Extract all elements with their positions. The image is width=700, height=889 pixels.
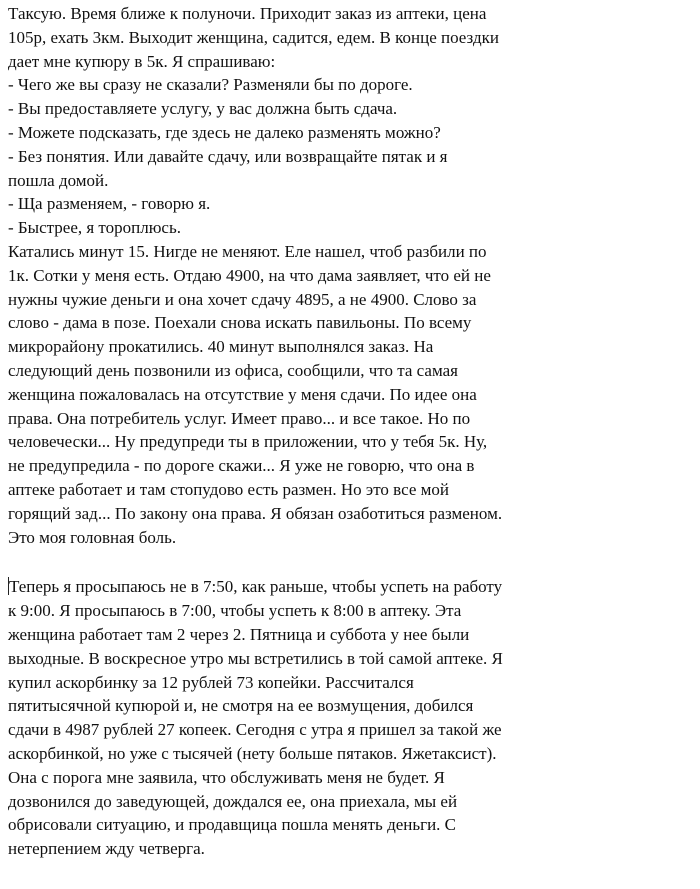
text-line: женщина пожаловалась на отсутствие у меня сдачи. По идее она bbox=[8, 384, 477, 404]
text-line: выходные. В воскресное утро мы встретились в той самой аптеке. Я bbox=[8, 648, 503, 668]
text-line: нужны чужие деньги и она хочет сдачу 4895, а не 4900. Слово за bbox=[8, 289, 477, 309]
text-line: женщина работает там 2 через 2. Пятница и суббота у нее были bbox=[8, 624, 470, 644]
text-line: купил аскорбинку за 12 рублей 73 копейки. Рассчитался bbox=[8, 672, 414, 692]
text-line: права. Она потребитель услуг. Имеет право... и все такое. Но по bbox=[8, 408, 471, 428]
paragraph-1 bbox=[8, 2, 696, 549]
text-line-content: Теперь я просыпаюсь не в 7:50, как раньше, чтобы успеть на работу bbox=[9, 577, 503, 597]
text-line: Таксую. Время ближе к полуночи. Приходит заказ из аптеки, цена bbox=[8, 4, 487, 23]
text-line: микрорайону прокатились. 40 минут выполнялся заказ. На bbox=[8, 337, 434, 357]
text-line: Это моя головная боль. bbox=[8, 527, 177, 547]
text-line: - Ща разменяем, - говорю я. bbox=[8, 194, 211, 214]
text-line: к 9:00. Я просыпаюсь в 7:00, чтобы успеть к 8:00 в аптеку. Эта bbox=[8, 601, 462, 621]
text-line: Она с порога мне заявила, что обслуживать меня не будет. Я bbox=[8, 767, 445, 787]
text-line: - Без понятия. Или давайте сдачу, или возвращайте пятак и я bbox=[8, 146, 448, 166]
text-line: дает мне купюру в 5к. Я спрашиваю: bbox=[8, 51, 276, 71]
text-line: не предупредила - по дороге скажи... Я уже не говорю, что она в bbox=[8, 456, 475, 476]
text-line: пятитысячной купюрой и, не смотря на ее возмущения, добился bbox=[8, 696, 474, 716]
text-line: человечески... Ну предупреди ты в приложении, что у тебя 5к. Ну, bbox=[8, 432, 488, 452]
text-line bbox=[8, 575, 696, 599]
text-line: - Чего же вы сразу не сказали? Разменяли бы по дороге. bbox=[8, 75, 413, 95]
text-line: - Можете подсказать, где здесь не далеко разменять можно? bbox=[8, 122, 441, 142]
text-line: нетерпением жду четверга. bbox=[8, 839, 205, 859]
text-line: пошла домой. bbox=[8, 170, 109, 190]
text-line: 105р, ехать 3км. Выходит женщина, садится, едем. В конце поездки bbox=[8, 27, 499, 47]
text-line: слово - дама в позе. Поехали снова искать павильоны. По всему bbox=[8, 313, 472, 333]
text-line: аскорбинкой, но уже с тысячей (нету больше пятаков. Яжетаксист). bbox=[8, 743, 497, 763]
text-line: горящий зад... По закону она права. Я обязан озаботиться разменом. bbox=[8, 503, 503, 523]
text-line: сдачи в 4987 рублей 27 копеек. Сегодня с утра я пришел за такой же bbox=[8, 720, 502, 740]
text-line: - Быстрее, я тороплюсь. bbox=[8, 218, 181, 238]
text-line: обрисовали ситуацию, и продавщица пошла менять деньги. С bbox=[8, 815, 457, 835]
text-line: Катались минут 15. Нигде не меняют. Еле нашел, чтоб разбили по bbox=[8, 241, 487, 261]
text-line: следующий день позвонили из офиса, сообщили, что та самая bbox=[8, 360, 458, 380]
text-line: дозвонился до заведующей, дождался ее, она приехала, мы ей bbox=[8, 791, 458, 811]
paragraph-2 bbox=[8, 575, 696, 861]
text-line: аптеке работает и там стопудово есть размен. Но это все мой bbox=[8, 479, 450, 499]
text-line: - Вы предоставляете услугу, у вас должна быть сдача. bbox=[8, 99, 398, 119]
paragraph-gap bbox=[8, 549, 696, 575]
text-line: 1к. Сотки у меня есть. Отдаю 4900, на что дама заявляет, что ей не bbox=[8, 265, 491, 285]
story-text bbox=[8, 2, 696, 861]
